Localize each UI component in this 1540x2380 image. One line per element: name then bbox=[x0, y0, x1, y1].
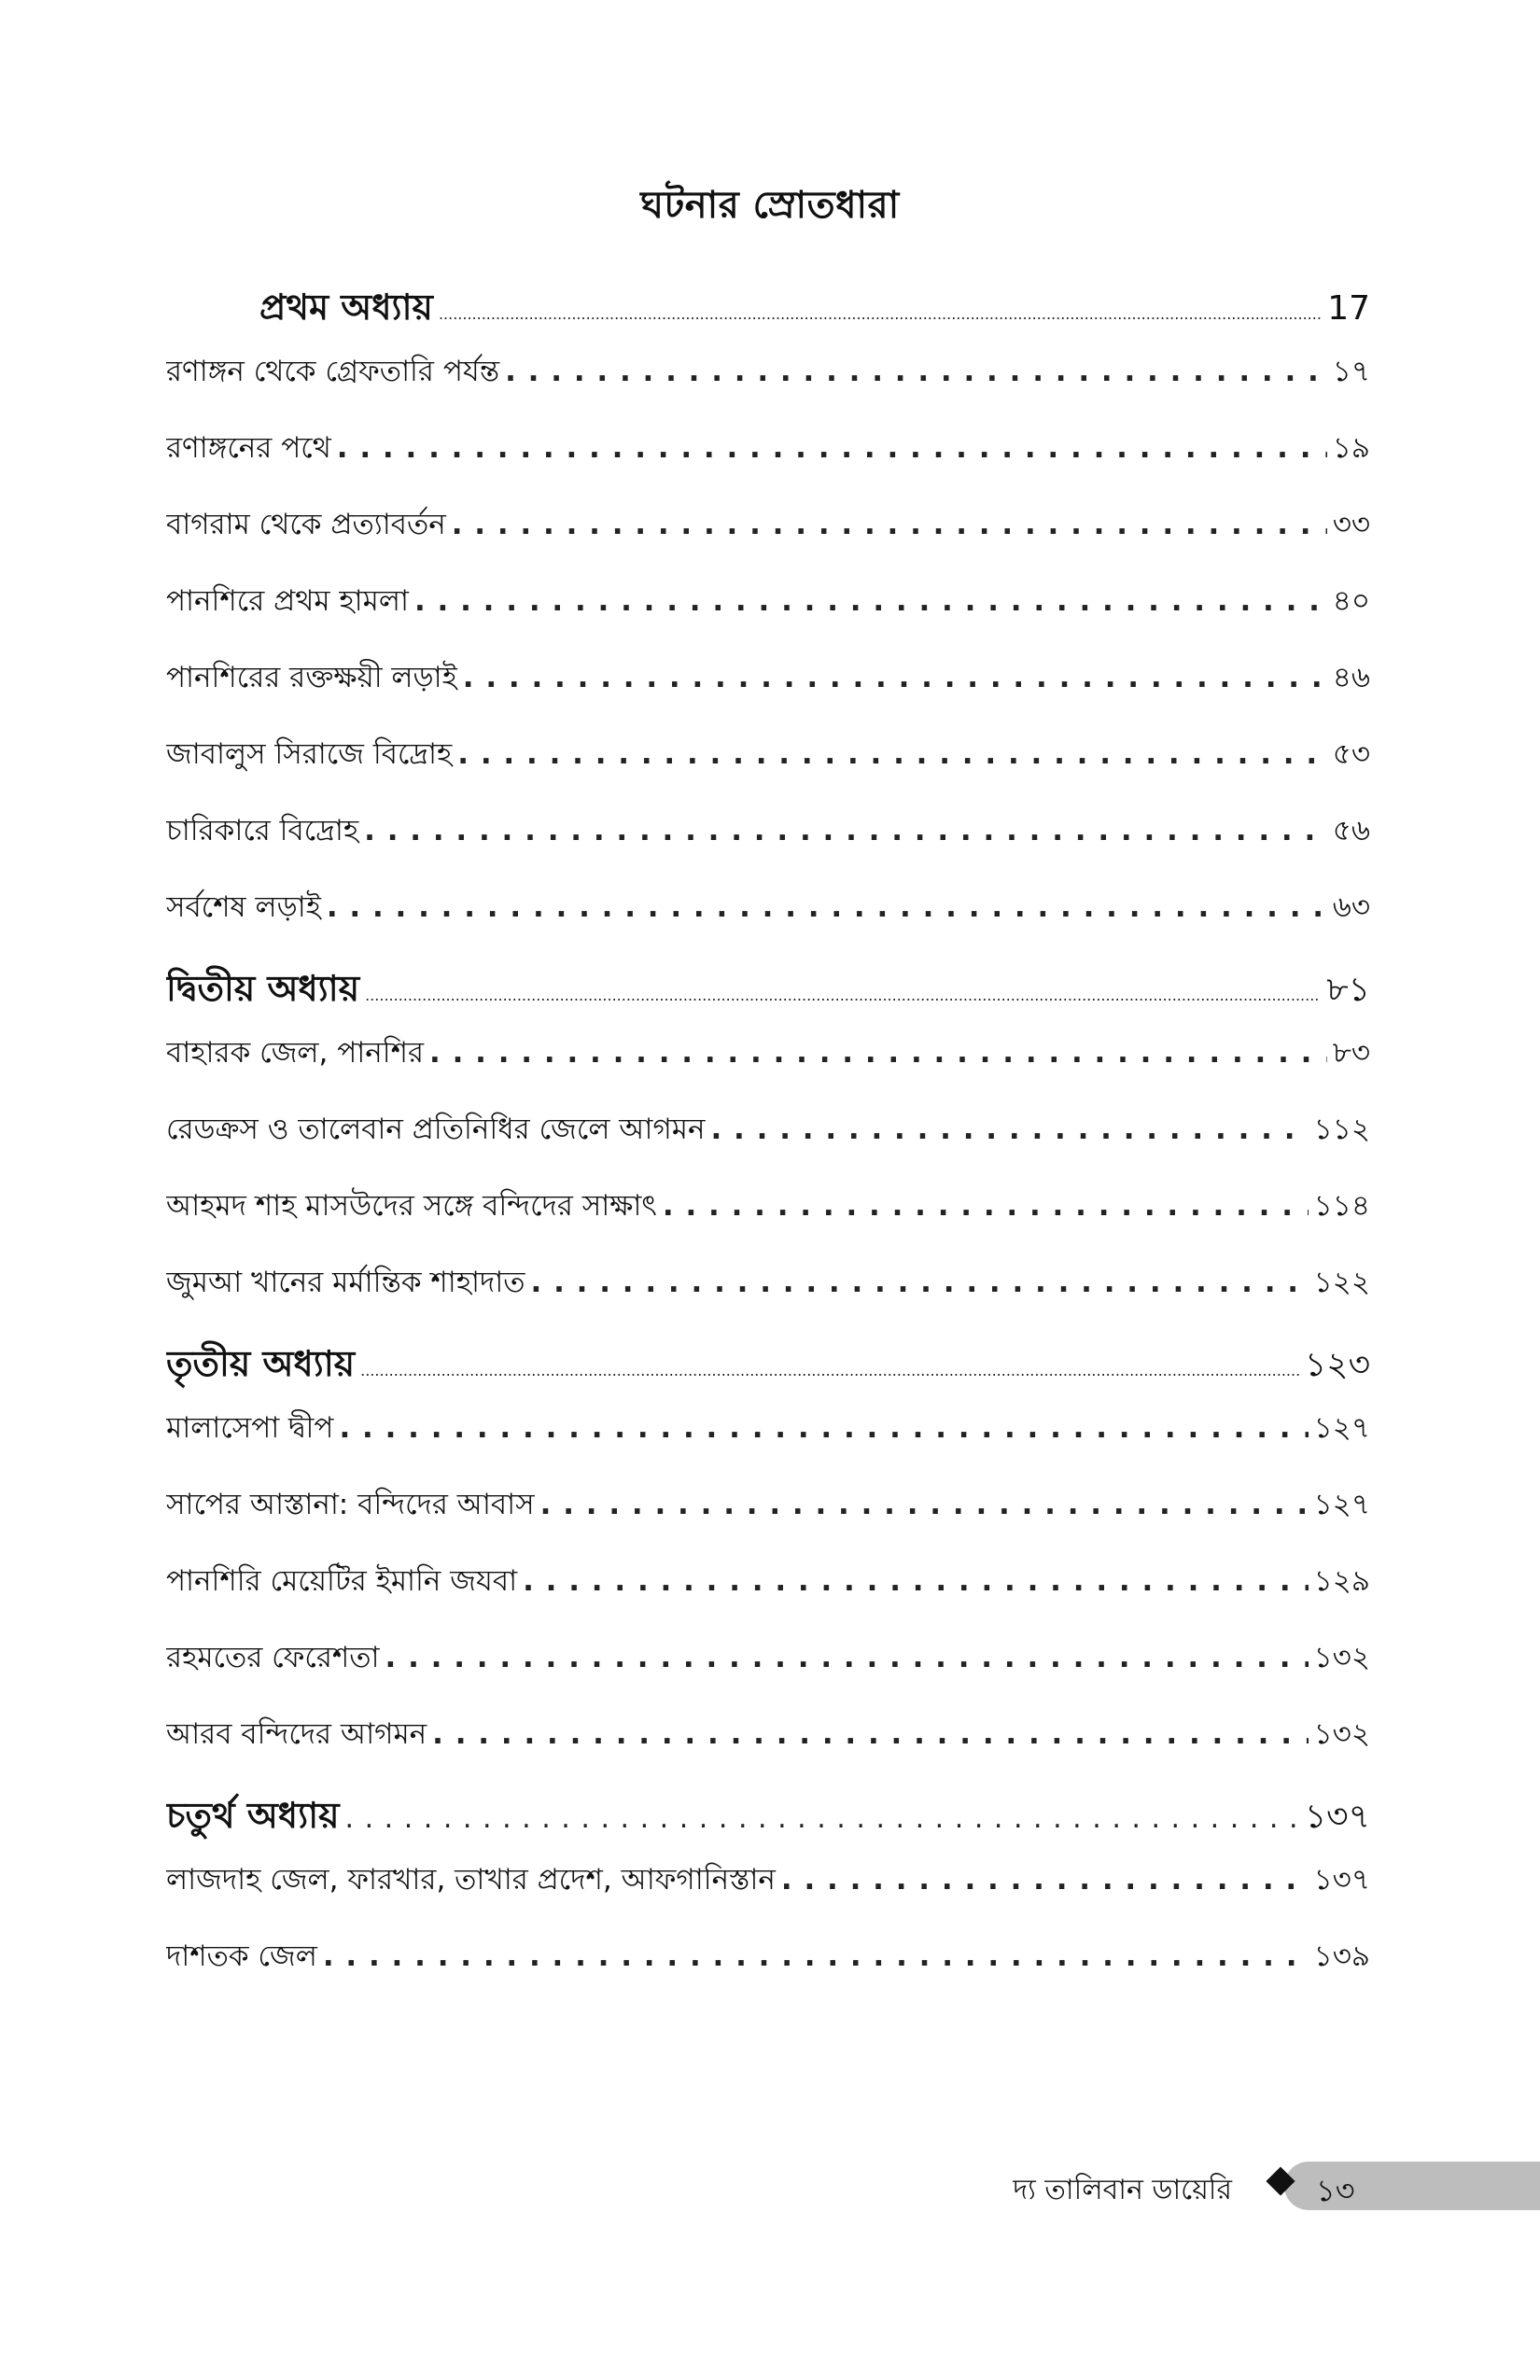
table-of-contents bbox=[166, 280, 1370, 2010]
entry-label: পানশিরি মেয়েটির ইমানি জযবা bbox=[166, 1564, 518, 1598]
entry-page: ৮৩ bbox=[1332, 1036, 1370, 1070]
dot-leader bbox=[663, 1189, 1309, 1223]
toc-entry[interactable] bbox=[166, 732, 1370, 808]
toc-entry[interactable] bbox=[166, 1030, 1370, 1107]
dot-leader bbox=[327, 890, 1327, 924]
dot-leader bbox=[345, 1795, 1299, 1836]
entry-label: জুমআ খানের মর্মান্তিক শাহাদাত bbox=[166, 1266, 525, 1299]
entry-page: ১২৭ bbox=[1313, 1411, 1370, 1445]
dot-leader bbox=[505, 355, 1327, 388]
entry-page: ১২২ bbox=[1313, 1266, 1370, 1299]
entry-page: ১১৪ bbox=[1313, 1189, 1370, 1223]
dot-leader bbox=[323, 1939, 1309, 1973]
footer-page-number: ১৩ bbox=[1316, 2173, 1355, 2208]
dot-leader bbox=[339, 1411, 1308, 1445]
entry-label: বাগরাম থেকে প্রত্যাবর্তন bbox=[166, 508, 446, 541]
dot-leader bbox=[385, 1641, 1309, 1674]
chapter-page: ১২৩ bbox=[1304, 1346, 1370, 1384]
chapter-2-heading[interactable] bbox=[166, 961, 1370, 1030]
toc-entry[interactable] bbox=[166, 426, 1370, 502]
chapter-page: ১৩৭ bbox=[1304, 1798, 1370, 1836]
entry-label: দাশতক জেল bbox=[166, 1939, 317, 1973]
dot-leader bbox=[414, 584, 1327, 618]
entry-label: রণাঙ্গনের পথে bbox=[166, 431, 331, 465]
entry-label: মালাসেপা দ্বীপ bbox=[166, 1411, 334, 1445]
entry-page: ৩৩ bbox=[1332, 508, 1370, 541]
entry-label: লাজদাহ জেল, ফারখার, তাখার প্রদেশ, আফগানিস্তান bbox=[166, 1863, 776, 1897]
entry-page: ৬৩ bbox=[1332, 890, 1370, 924]
entry-label: সর্বশেষ লড়াই bbox=[166, 890, 321, 924]
dot-leader bbox=[432, 1717, 1308, 1751]
entry-label: রহমতের ফেরেশতা bbox=[166, 1641, 380, 1674]
entry-page: ১৩২ bbox=[1313, 1641, 1370, 1674]
entry-page: ১৩৭ bbox=[1313, 1863, 1370, 1897]
dot-leader bbox=[463, 661, 1327, 694]
footer-book-title: দ্য তালিবান ডায়েরি bbox=[1013, 2174, 1232, 2206]
entry-label: সাপের আস্তানা: বন্দিদের আবাস bbox=[166, 1488, 535, 1521]
entry-label: চারিকারে বিদ্রোহ bbox=[166, 814, 359, 847]
page-footer bbox=[0, 2162, 1540, 2210]
chapter-page: 17 bbox=[1327, 289, 1370, 328]
entry-label: আহমদ শাহ মাসউদের সঙ্গে বন্দিদের সাক্ষাৎ bbox=[166, 1189, 657, 1223]
chapter-4-heading[interactable] bbox=[166, 1788, 1370, 1857]
chapter-label: চতুর্থ অধ্যায় bbox=[166, 1795, 340, 1836]
dot-leader bbox=[365, 968, 1321, 1009]
entry-label: রেডক্রস ও তালেবান প্রতিনিধির জেলে আগমন bbox=[166, 1113, 706, 1146]
chapter-3-heading[interactable] bbox=[166, 1337, 1370, 1406]
entry-label: রণাঙ্গন থেকে গ্রেফতারি পর্যন্ত bbox=[166, 355, 500, 388]
dot-leader bbox=[540, 1488, 1309, 1521]
entry-label: জাবালুস সিরাজে বিদ্রোহ bbox=[166, 737, 453, 771]
dot-leader bbox=[364, 814, 1327, 847]
toc-entry[interactable] bbox=[166, 1559, 1370, 1635]
entry-page: ১৩২ bbox=[1313, 1717, 1370, 1751]
entry-page: ৫৩ bbox=[1332, 737, 1370, 771]
toc-entry[interactable] bbox=[166, 349, 1370, 426]
chapter-label: দ্বিতীয় অধ্যায় bbox=[166, 968, 360, 1009]
toc-entry[interactable] bbox=[166, 1857, 1370, 1934]
entry-page: ১২৯ bbox=[1313, 1564, 1370, 1598]
dot-leader bbox=[531, 1266, 1309, 1299]
toc-entry[interactable] bbox=[166, 1635, 1370, 1712]
chapter-page: ৮১ bbox=[1326, 971, 1370, 1009]
toc-entry[interactable] bbox=[166, 1934, 1370, 2010]
dot-leader bbox=[439, 287, 1322, 328]
toc-entry[interactable] bbox=[166, 1712, 1370, 1788]
entry-label: পানশিরে প্রথম হামলা bbox=[166, 584, 409, 618]
toc-entry[interactable] bbox=[166, 1260, 1370, 1337]
entry-page: ১৩৯ bbox=[1313, 1939, 1370, 1973]
toc-entry[interactable] bbox=[166, 808, 1370, 885]
entry-page: ১৭ bbox=[1332, 355, 1370, 388]
dot-leader bbox=[457, 737, 1326, 771]
dot-leader bbox=[523, 1564, 1309, 1598]
toc-entry[interactable] bbox=[166, 885, 1370, 961]
entry-page: ৪০ bbox=[1332, 584, 1370, 618]
entry-page: ৫৬ bbox=[1332, 814, 1370, 847]
dot-leader bbox=[710, 1113, 1308, 1146]
dot-leader bbox=[337, 431, 1327, 465]
entry-label: পানশিরের রক্তক্ষয়ী লড়াই bbox=[166, 661, 457, 694]
toc-entry[interactable] bbox=[166, 579, 1370, 655]
entry-page: ১২৭ bbox=[1313, 1488, 1370, 1521]
entry-page: ১৯ bbox=[1332, 431, 1370, 465]
entry-page: ১১২ bbox=[1313, 1113, 1370, 1146]
dot-leader bbox=[781, 1863, 1309, 1897]
chapter-1-heading[interactable] bbox=[166, 280, 1370, 349]
entry-page: ৪৬ bbox=[1332, 661, 1370, 694]
chapter-label: তৃতীয় অধ্যায় bbox=[166, 1343, 356, 1384]
dot-leader bbox=[429, 1036, 1327, 1070]
toc-entry[interactable] bbox=[166, 1107, 1370, 1183]
toc-entry[interactable] bbox=[166, 1406, 1370, 1482]
chapter-label: প্রথম অধ্যায় bbox=[259, 287, 433, 328]
toc-entry[interactable] bbox=[166, 1482, 1370, 1559]
entry-label: বাহারক জেল, পানশির bbox=[166, 1036, 425, 1070]
toc-entry[interactable] bbox=[166, 655, 1370, 732]
dot-leader bbox=[452, 508, 1327, 541]
dot-leader bbox=[360, 1343, 1299, 1384]
page-title: ঘটনার স্রোতধারা bbox=[640, 184, 900, 227]
entry-label: আরব বন্দিদের আগমন bbox=[166, 1717, 427, 1751]
toc-entry[interactable] bbox=[166, 1183, 1370, 1260]
toc-entry[interactable] bbox=[166, 502, 1370, 579]
